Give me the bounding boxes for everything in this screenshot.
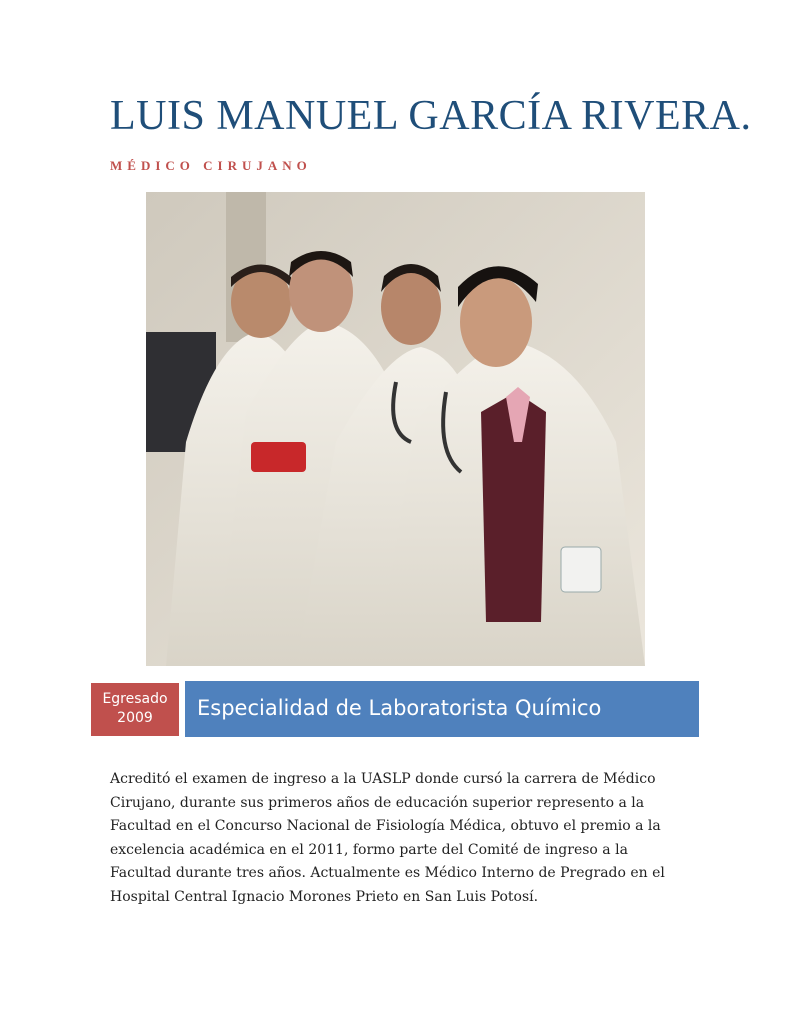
- badge-label: Egresado: [102, 691, 168, 707]
- group-photo: [146, 192, 645, 666]
- document-title: LUIS MANUEL GARCÍA RIVERA.: [110, 93, 752, 139]
- bio-line: excelencia académica en el 2011, formo parte del Comité de ingreso a la: [110, 841, 628, 858]
- document-subtitle: MÉDICO CIRUJANO: [110, 158, 312, 173]
- bio-line: Acreditó el examen de ingreso a la UASLP donde cursó la carrera de Médico: [110, 771, 656, 787]
- bio-line: Hospital Central Ignacio Morones Prieto en San Luis Potosí.: [110, 888, 539, 905]
- graduation-badge: [91, 683, 179, 736]
- badge-year: 2009: [117, 710, 153, 726]
- bio-line: Facultad en el Concurso Nacional de Fisiología Médica, obtuvo el premio a la: [110, 818, 661, 834]
- bio-line: Facultad durante tres años. Actualmente es Médico Interno de Pregrado en el: [110, 865, 665, 881]
- bio-paragraph: [110, 768, 670, 909]
- bio-line: Cirujano, durante sus primeros años de educación superior represento a la: [110, 794, 645, 811]
- specialty-banner: Especialidad de Laboratorista Químico: [185, 681, 699, 737]
